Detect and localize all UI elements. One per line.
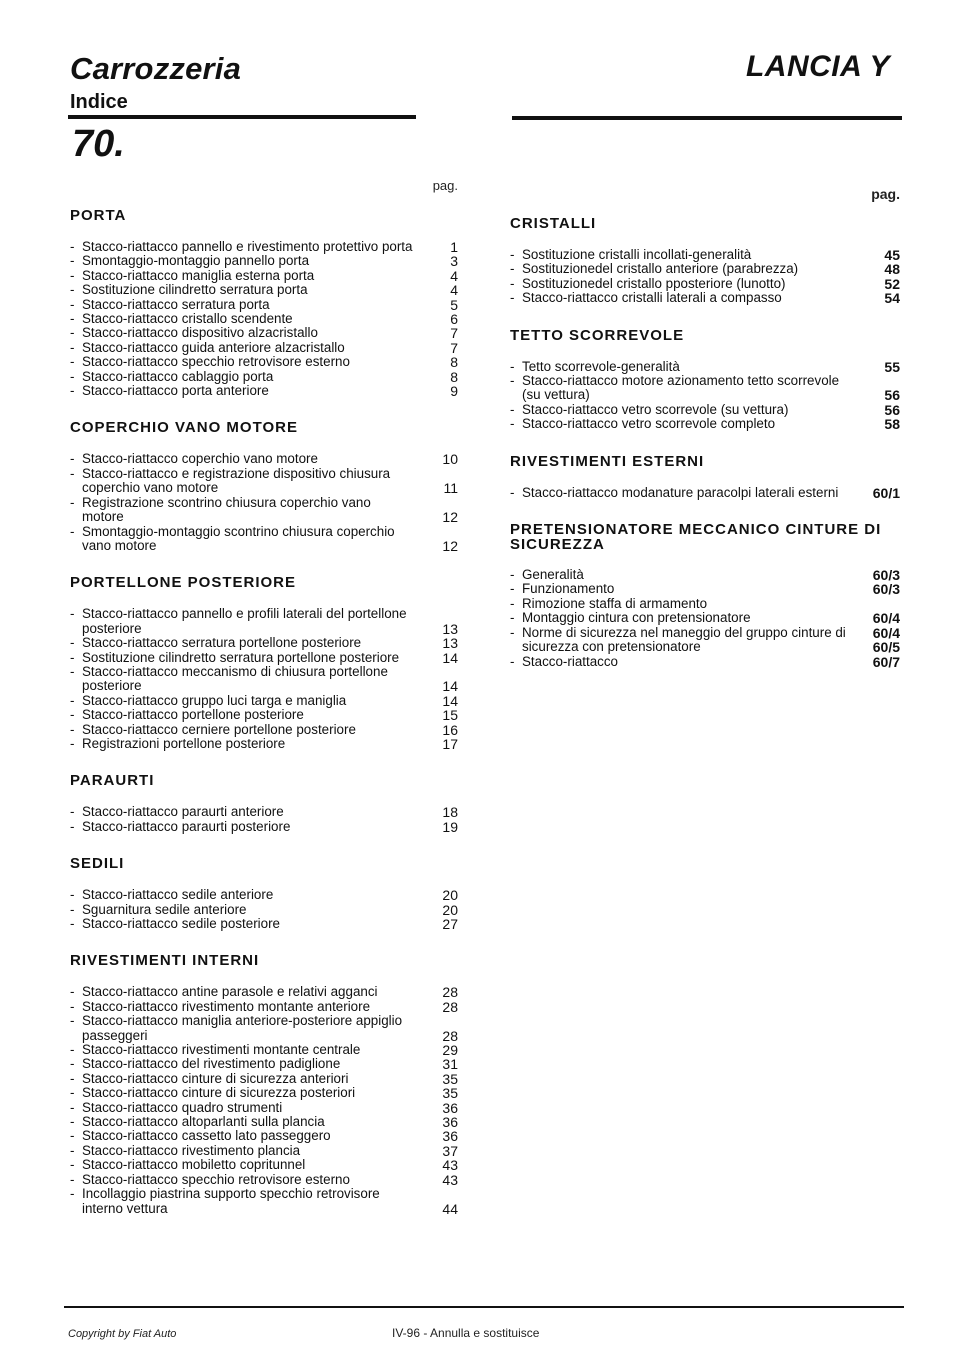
section-heading: SEDILI [70, 855, 125, 873]
entry-title: Smontaggio-montaggio pannello porta [82, 253, 310, 269]
index-column-right [510, 178, 900, 669]
entry-page-number: 13 [442, 620, 458, 637]
entry-title: Funzionamento [522, 581, 615, 597]
entry-title: Tetto scorrevole-generalità [522, 358, 680, 374]
entry-page-number: 8 [450, 354, 458, 371]
section-heading: CRISTALLI [510, 215, 597, 232]
index-list [510, 248, 900, 306]
entry-page-number: 13 [442, 635, 458, 652]
entry-title: Stacco-riattacco serratura portellone posteriore [82, 635, 362, 651]
list-bullet: - [70, 606, 75, 622]
list-bullet: - [70, 368, 75, 384]
list-bullet: - [70, 1070, 75, 1086]
entry-title: Stacco-riattacco del rivestimento padiglione [82, 1056, 341, 1072]
index-list [70, 607, 458, 751]
index-entry [70, 254, 458, 268]
entry-title: Stacco-riattacco rivestimento plancia [82, 1142, 301, 1158]
index-entry [70, 820, 458, 834]
index-entry [70, 452, 458, 466]
entry-page-number: 17 [442, 735, 458, 752]
list-bullet: - [510, 373, 515, 389]
chapter-number: 70. [72, 123, 125, 165]
index-entry [510, 582, 900, 596]
index-entry [510, 655, 900, 669]
section-heading: PORTA [70, 207, 127, 224]
index-entry [70, 384, 458, 398]
entry-title: Stacco-riattacco altoparlanti sulla plancia [82, 1114, 325, 1130]
list-bullet: - [510, 484, 515, 500]
list-bullet: - [70, 1186, 75, 1202]
section-heading: PARAURTI [70, 772, 155, 790]
entry-title: Stacco-riattacco [522, 653, 619, 669]
list-bullet: - [70, 984, 75, 1000]
index-entry [70, 1072, 458, 1086]
entry-page-number: 56 [884, 387, 900, 404]
entry-page-number: 12 [442, 537, 458, 554]
index-list [70, 805, 458, 834]
entry-page-number: 36 [442, 1099, 458, 1116]
index-entry [70, 525, 458, 554]
index-entry [70, 888, 458, 902]
entry-title: Stacco-riattacco pannello e rivestimento protettivo porta [82, 239, 413, 254]
list-bullet: - [70, 296, 75, 312]
entry-page-number: 20 [442, 901, 458, 918]
entry-page-number: 60/4 60/5 [872, 624, 900, 656]
entry-title: Stacco-riattacco rivestimento montante anteriore [82, 998, 371, 1014]
list-bullet: - [70, 451, 75, 467]
index-entry [70, 917, 458, 931]
list-bullet: - [510, 416, 515, 432]
entry-title: Stacco-riattacco modanature paracolpi laterali esterni [522, 484, 839, 500]
entry-title: Generalità [522, 567, 584, 583]
section-subtitle: Indice [70, 91, 128, 113]
section-title: Carrozzeria [70, 51, 242, 86]
list-bullet: - [510, 624, 515, 640]
entry-page-number: 10 [442, 451, 458, 468]
index-entry [70, 1158, 458, 1172]
index-entry [510, 626, 900, 655]
list-bullet: - [70, 383, 75, 399]
list-bullet: - [70, 916, 75, 931]
index-entry [70, 694, 458, 708]
entry-title: Stacco-riattacco meccanismo di chiusura portellone posteriore [82, 663, 388, 694]
index-entry [70, 341, 458, 355]
entry-title: Stacco-riattacco quadro strumenti [82, 1099, 283, 1115]
list-bullet: - [70, 635, 75, 651]
list-bullet: - [70, 721, 75, 737]
index-entry [70, 651, 458, 665]
index-entry [510, 374, 900, 403]
entry-title: Stacco-riattacco mobiletto copritunnel [82, 1157, 306, 1173]
list-bullet: - [70, 649, 75, 665]
index-entry [70, 355, 458, 369]
entry-page-number: 19 [442, 818, 458, 835]
entry-page-number: 54 [884, 290, 900, 307]
entry-title: Stacco-riattacco pannello e profili laterali del portellone posteriore [82, 606, 407, 636]
list-bullet: - [70, 804, 75, 820]
list-bullet: - [70, 494, 75, 510]
entry-page-number: 27 [442, 916, 458, 932]
entry-page-number: 60/3 [872, 567, 900, 584]
index-entry [70, 1057, 458, 1071]
entry-title: Stacco-riattacco paraurti posteriore [82, 818, 291, 834]
entry-page-number: 11 [443, 480, 458, 497]
entry-page-number: 36 [442, 1128, 458, 1145]
index-entry [70, 326, 458, 340]
index-list [70, 452, 458, 553]
index-entry [70, 636, 458, 650]
section-heading: COPERCHIO VANO MOTORE [70, 419, 298, 437]
entry-title: Stacco-riattacco specchio retrovisore esterno [82, 354, 350, 370]
index-entry [70, 496, 458, 525]
entry-title: Incollaggio piastrina supporto specchio retrovisore interno vettura [82, 1186, 380, 1216]
entry-page-number: 14 [442, 649, 458, 666]
entry-title: Stacco-riattacco vetro scorrevole (su vettura) [522, 401, 789, 417]
entry-title: Stacco-riattacco maniglia anteriore-posteriore appiglio passeggeri [82, 1013, 403, 1043]
index-entry [510, 403, 900, 417]
page-column-label: pag. [432, 178, 458, 193]
list-bullet: - [510, 595, 515, 611]
entry-title: Stacco-riattacco cerniere portellone posteriore [82, 721, 356, 737]
entry-title: Sostituzionedel cristallo pposteriore (lunotto) [522, 275, 786, 291]
index-list [510, 486, 900, 500]
entry-title: Norme di sicurezza nel maneggio del gruppo cinture di sicurezza con pretensionatore [522, 624, 846, 655]
edition-note: IV-96 - Annulla e sostituisce [392, 1326, 540, 1340]
entry-page-number: 6 [450, 311, 458, 328]
index-entry [70, 708, 458, 722]
list-bullet: - [70, 1157, 75, 1173]
entry-title: Sostituzionedel cristallo anteriore (parabrezza) [522, 261, 799, 277]
list-bullet: - [70, 735, 75, 751]
entry-title: Stacco-riattacco cinture di sicurezza posteriori [82, 1085, 356, 1101]
index-list [70, 888, 458, 931]
index-entry [510, 248, 900, 262]
entry-page-number: 14 [442, 692, 458, 709]
list-bullet: - [70, 253, 75, 269]
entry-page-number: 16 [442, 721, 458, 738]
list-bullet: - [510, 358, 515, 374]
list-bullet: - [70, 282, 75, 298]
entry-title: Stacco-riattacco coperchio vano motore [82, 451, 318, 467]
entry-page-number: 45 [884, 247, 900, 263]
entry-title: Stacco-riattacco rivestimenti montante centrale [82, 1042, 361, 1058]
list-bullet: - [70, 239, 75, 254]
section-heading: TETTO SCORREVOLE [510, 326, 685, 344]
entry-page-number: 37 [442, 1142, 458, 1159]
entry-page-number: 55 [884, 358, 900, 375]
entry-title: Stacco-riattacco guida anteriore alzacristallo [82, 339, 345, 355]
entry-title: Sguarnitura sedile anteriore [82, 901, 247, 917]
entry-title: Stacco-riattacco e registrazione dispositivo chiusura coperchio vano motore [82, 465, 391, 496]
index-entry [70, 1173, 458, 1187]
index-entry [70, 1144, 458, 1158]
list-bullet: - [510, 275, 515, 291]
index-entry [510, 611, 900, 625]
list-bullet: - [70, 1056, 75, 1072]
entry-title: Stacco-riattacco sedile anteriore [82, 887, 274, 903]
entry-page-number: 58 [884, 416, 900, 433]
index-entry [70, 607, 458, 636]
copyright-notice: Copyright by Fiat Auto [68, 1328, 177, 1340]
entry-title: Stacco-riattacco cristallo scendente [82, 311, 293, 327]
entry-page-number: 44 [442, 1200, 458, 1217]
list-bullet: - [70, 663, 75, 679]
index-entry [70, 370, 458, 384]
entry-title: Stacco-riattacco cinture di sicurezza anteriori [82, 1070, 349, 1086]
entry-page-number: 60/3 [872, 581, 900, 598]
entry-title: Stacco-riattacco sedile posteriore [82, 916, 280, 931]
index-entry [70, 805, 458, 819]
index-column-left [70, 178, 458, 1216]
page-column-label: pag. [871, 186, 900, 202]
entry-page-number: 4 [450, 267, 458, 284]
entry-page-number: 43 [442, 1171, 458, 1188]
entry-page-number: 60/4 [872, 610, 900, 627]
index-entry [70, 737, 458, 751]
list-bullet: - [70, 1013, 75, 1029]
entry-page-number: 18 [442, 804, 458, 821]
entry-page-number: 9 [450, 383, 458, 400]
list-bullet: - [510, 610, 515, 626]
list-bullet: - [70, 1099, 75, 1115]
index-entry [510, 568, 900, 582]
index-entry [70, 665, 458, 694]
section-heading: RIVESTIMENTI ESTERNI [510, 452, 705, 470]
entry-title: Stacco-riattacco serratura porta [82, 296, 270, 312]
entry-title: Stacco-riattacco cablaggio porta [82, 368, 274, 384]
list-bullet: - [70, 325, 75, 341]
entry-page-number: 36 [442, 1114, 458, 1131]
entry-title: Montaggio cintura con pretensionatore [522, 610, 751, 626]
index-entry [70, 298, 458, 312]
index-entry [510, 417, 900, 431]
entry-title: Stacco-riattacco motore azionamento tetto scorrevole (su vettura) [522, 373, 840, 403]
entry-page-number: 8 [450, 368, 458, 385]
entry-title: Stacco-riattacco maniglia esterna porta [82, 267, 315, 283]
entry-page-number: 35 [442, 1070, 458, 1087]
entry-page-number: 48 [884, 261, 900, 278]
entry-title: Registrazioni portellone posteriore [82, 735, 286, 751]
header-rule-right [512, 116, 902, 120]
list-bullet: - [510, 653, 515, 669]
list-bullet: - [70, 354, 75, 370]
entry-title: Stacco-riattacco paraurti anteriore [82, 804, 284, 820]
index-entry [70, 1000, 458, 1014]
index-entry [70, 1129, 458, 1143]
entry-title: Registrazione scontrino chiusura coperchio vano motore [82, 494, 371, 525]
index-list [70, 985, 458, 1216]
entry-title: Stacco-riattacco cristalli laterali a compasso [522, 290, 782, 306]
list-bullet: - [510, 247, 515, 262]
list-bullet: - [70, 1114, 75, 1130]
entry-title: Stacco-riattacco portellone posteriore [82, 707, 304, 723]
entry-page-number: 28 [442, 984, 458, 1001]
entry-page-number: 5 [450, 296, 458, 313]
entry-page-number: 28 [442, 998, 458, 1015]
list-bullet: - [70, 523, 75, 539]
entry-page-number: 4 [450, 282, 458, 299]
entry-title: Sostituzione cristalli incollati-generalità [522, 247, 752, 262]
entry-title: Stacco-riattacco dispositivo alzacristallo [82, 325, 318, 341]
list-bullet: - [70, 465, 75, 481]
list-bullet: - [510, 567, 515, 583]
index-entry [510, 597, 900, 611]
entry-page-number: 14 [442, 678, 458, 695]
index-entry [510, 262, 900, 276]
entry-page-number: 52 [884, 275, 900, 292]
index-entry [510, 360, 900, 374]
entry-page-number: 12 [442, 509, 458, 526]
list-bullet: - [70, 1171, 75, 1187]
list-bullet: - [70, 267, 75, 283]
section-heading: PORTELLONE POSTERIORE [70, 574, 297, 592]
entry-page-number: 7 [450, 339, 458, 356]
index-entry [70, 903, 458, 917]
entry-page-number: 60/1 [872, 484, 900, 501]
entry-page-number: 29 [442, 1042, 458, 1059]
entry-title: Stacco-riattacco gruppo luci targa e maniglia [82, 692, 347, 708]
index-entry [510, 277, 900, 291]
index-entry [70, 1014, 458, 1043]
entry-page-number: 15 [442, 707, 458, 724]
entry-page-number: 28 [442, 1027, 458, 1044]
list-bullet: - [510, 581, 515, 597]
section-heading: PRETENSIONATORE MECCANICO CINTURE DI SICUREZZA [510, 521, 882, 554]
entry-page-number: 1 [450, 239, 458, 255]
brand-logo: LANCIA Y [745, 50, 890, 83]
index-entry [70, 1187, 458, 1216]
list-bullet: - [70, 998, 75, 1014]
entry-title: Rimozione staffa di armamento [522, 595, 708, 611]
index-entry [70, 1086, 458, 1100]
list-bullet: - [510, 401, 515, 417]
index-entry [70, 467, 458, 496]
list-bullet: - [70, 887, 75, 903]
list-bullet: - [70, 707, 75, 723]
entry-page-number: 60/7 [872, 653, 900, 670]
entry-page-number: 7 [450, 325, 458, 342]
entry-title: Smontaggio-montaggio scontrino chiusura coperchio vano motore [82, 523, 395, 553]
entry-title: Sostituzione cilindretto serratura porta [82, 282, 308, 298]
index-entry [510, 486, 900, 500]
index-entry [70, 1043, 458, 1057]
index-entry [70, 269, 458, 283]
entry-page-number: 3 [450, 253, 458, 270]
index-entry [70, 985, 458, 999]
list-bullet: - [70, 901, 75, 917]
entry-page-number: 56 [884, 401, 900, 418]
entry-page-number: 35 [442, 1085, 458, 1102]
index-entry [70, 283, 458, 297]
list-bullet: - [70, 1128, 75, 1144]
entry-title: Stacco-riattacco antine parasole e relativi agganci [82, 984, 378, 1000]
entry-title: Stacco-riattacco vetro scorrevole completo [522, 416, 776, 432]
list-bullet: - [70, 311, 75, 327]
header-rule-left [68, 115, 416, 119]
index-entry [70, 312, 458, 326]
entry-page-number: 20 [442, 887, 458, 904]
entry-title: Stacco-riattacco cassetto lato passeggero [82, 1128, 331, 1144]
header-left [70, 52, 241, 114]
index-list [510, 568, 900, 669]
list-bullet: - [70, 339, 75, 355]
index-list [510, 360, 900, 432]
list-bullet: - [70, 1042, 75, 1058]
entry-title: Stacco-riattacco specchio retrovisore esterno [82, 1171, 350, 1187]
list-bullet: - [70, 1142, 75, 1158]
index-entry [70, 1115, 458, 1129]
footer-rule [64, 1306, 904, 1308]
list-bullet: - [70, 1085, 75, 1101]
index-entry [70, 1101, 458, 1115]
entry-title: Sostituzione cilindretto serratura portellone posteriore [82, 649, 400, 665]
list-bullet: - [510, 290, 515, 306]
entry-page-number: 31 [442, 1056, 458, 1073]
list-bullet: - [70, 692, 75, 708]
index-entry [70, 240, 458, 254]
list-bullet: - [510, 261, 515, 277]
section-heading: RIVESTIMENTI INTERNI [70, 952, 260, 970]
index-list [70, 240, 458, 398]
entry-title: Stacco-riattacco porta anteriore [82, 383, 269, 399]
index-entry [510, 291, 900, 305]
list-bullet: - [70, 818, 75, 834]
entry-page-number: 43 [442, 1157, 458, 1174]
index-entry [70, 723, 458, 737]
